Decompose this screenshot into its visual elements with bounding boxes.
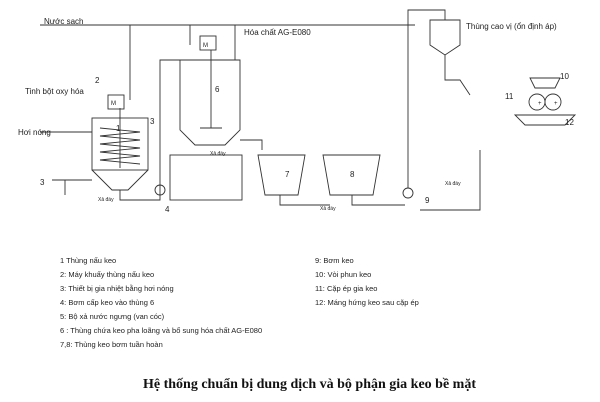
num-12: 12	[565, 118, 574, 127]
num-1: 1	[116, 124, 121, 133]
roll-upper	[529, 94, 545, 110]
chemical-label: Hóa chất AG-E080	[244, 28, 311, 37]
head-tank	[430, 20, 460, 55]
legend-item: 5: Bộ xả nước ngưng (van cóc)	[60, 312, 165, 321]
legend-item: 4: Bơm cấp keo vào thùng 6	[60, 298, 155, 307]
num-6: 6	[215, 85, 220, 94]
nozzle-10	[530, 78, 560, 88]
tank-8-outlet	[352, 195, 405, 205]
motor-1-label: M	[111, 101, 116, 107]
legend-item: 1 Thùng nấu keo	[60, 256, 117, 265]
legend-item: 10: Vòi phun keo	[315, 270, 372, 279]
roll-plus-1: +	[538, 101, 542, 107]
drain-label-3: Xả đáy	[320, 206, 336, 212]
legend-item: 7,8: Thùng keo bơm tuần hoàn	[60, 340, 163, 349]
tank-6	[180, 60, 240, 145]
head-tank-label: Thùng cao vị (ổn định áp)	[466, 22, 557, 31]
legend-item: 12: Máng hứng keo sau cặp ép	[315, 298, 419, 307]
steam-label: Hơi nóng	[18, 128, 51, 137]
drain-label-2: Xả đáy	[210, 151, 226, 157]
legend-item: 2: Máy khuấy thùng nấu keo	[60, 270, 155, 279]
tank6-to-tank7	[240, 140, 262, 150]
legend-item: 6 : Thùng chứa keo pha loãng và bổ sung hóa chất AG-E080	[60, 326, 263, 335]
pump-4-line	[160, 60, 185, 185]
num-2: 2	[95, 76, 100, 85]
water-label: Nước sạch	[44, 17, 84, 26]
drain-label-4: Xả đáy	[445, 181, 461, 187]
starch-label: Tinh bột oxy hóa	[25, 87, 84, 96]
num-8: 8	[350, 170, 355, 179]
pump-9	[403, 188, 413, 198]
legend-item: 11: Cặp ép gia keo	[315, 284, 378, 293]
num-7: 7	[285, 170, 290, 179]
cooking-tank-bottom	[92, 170, 148, 190]
head-tank-line	[445, 55, 470, 95]
num-9: 9	[425, 196, 430, 205]
drain-label-1: Xả đáy	[98, 197, 114, 203]
num-4: 4	[165, 205, 170, 214]
num-3: 3	[150, 117, 155, 126]
roll-lower	[545, 94, 561, 110]
water-pipe	[40, 25, 415, 100]
motor-6-label: M	[203, 43, 208, 49]
num-3b: 3	[40, 178, 45, 187]
pump-9-riser	[408, 10, 445, 188]
num-10: 10	[560, 72, 569, 81]
num-11: 11	[505, 92, 514, 101]
tank-6-stand	[170, 155, 242, 200]
condensate-pipe	[52, 180, 92, 195]
roll-plus-2: +	[554, 101, 558, 107]
figure-caption: Hệ thống chuẩn bị dung dịch và bộ phận gia keo bề mặt	[143, 377, 476, 392]
tank-7	[258, 155, 305, 195]
tank-7-outlet	[280, 195, 330, 205]
cooking-tank-outlet	[120, 185, 160, 200]
legend-item: 9: Bơm keo	[315, 256, 354, 265]
legend-item: 3: Thiết bị gia nhiệt bằng hơi nóng	[60, 284, 174, 293]
